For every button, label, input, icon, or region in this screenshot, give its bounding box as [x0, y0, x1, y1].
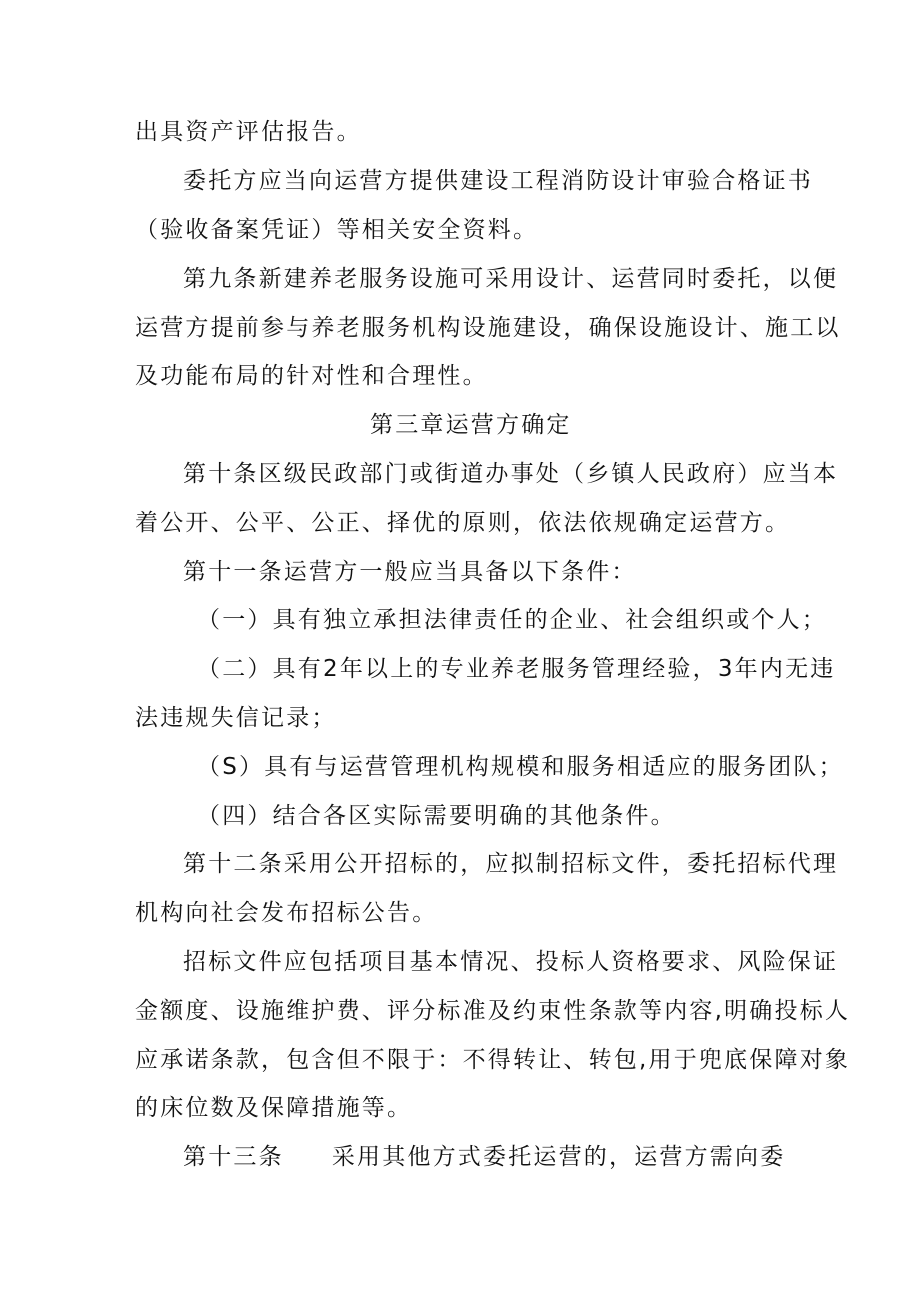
- paragraph-line: 招标文件应包括项目基本情况、投标人资格要求、风险保证: [183, 949, 839, 975]
- paragraph-line: 及功能布局的针对性和合理性。: [135, 363, 488, 389]
- paragraph-line: 金额度、设施维护费、评分标准及约束性条款等内容,明确投标人: [135, 998, 851, 1024]
- paragraph-line: 法违规失信记录；: [135, 705, 337, 731]
- paragraph-line: （验收备案凭证）等相关安全资料。: [135, 217, 539, 243]
- list-item: （四）结合各区实际需要明确的其他条件。: [197, 803, 676, 829]
- paragraph-line: 第十条区级民政部门或街道办事处（乡镇人民政府）应当本: [183, 461, 839, 487]
- paragraph-line: 第十二条采用公开招标的，应拟制招标文件，委托招标代理: [183, 851, 839, 877]
- paragraph-line: 出具资产评估报告。: [135, 119, 362, 145]
- list-item: （二）具有2年以上的专业养老服务管理经验，3年内无违: [197, 656, 836, 682]
- article-line: [183, 1142, 843, 1172]
- paragraph-line: 第九条新建养老服务设施可采用设计、运营同时委托，以便: [183, 266, 839, 292]
- list-item: （一）具有独立承担法律责任的企业、社会组织或个人；: [197, 607, 827, 633]
- list-item: （S）具有与运营管理机构规模和服务相适应的服务团队；: [197, 754, 844, 780]
- paragraph-line: 第十一条运营方一般应当具备以下条件：: [183, 559, 637, 585]
- article-number: 第十三条: [183, 1144, 284, 1170]
- paragraph-line: 委托方应当向运营方提供建设工程消防设计审验合格证书: [183, 168, 813, 194]
- paragraph-line: 机构向社会发布招标公告。: [135, 900, 438, 926]
- paragraph-line: 应承诺条款，包含但不限于：不得转让、转包,用于兜底保障对象: [135, 1047, 851, 1073]
- paragraph-line: 着公开、公平、公正、择优的原则，依法依规确定运营方。: [135, 510, 791, 536]
- article-text: 采用其他方式委托运营的，运营方需向委: [331, 1144, 786, 1170]
- paragraph-line: 运营方提前参与养老服务机构设施建设，确保设施设计、施工以: [135, 315, 841, 341]
- paragraph-line: 的床位数及保障措施等。: [135, 1095, 413, 1121]
- chapter-heading: 第三章运营方确定: [370, 412, 572, 438]
